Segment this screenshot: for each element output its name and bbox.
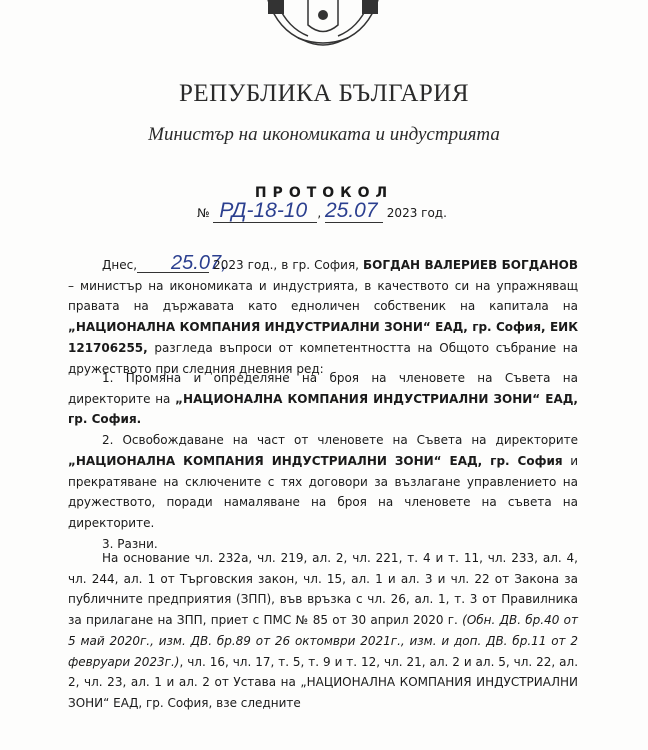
company-name: „НАЦИОНАЛНА КОМПАНИЯ ИНДУСТРИАЛНИ ЗОНИ“ ЕАД, гр. София, ЕИК 121706255, [68, 320, 578, 355]
country-title: РЕПУБЛИКА БЪЛГАРИЯ [178, 80, 470, 107]
protocol-number-line [197, 200, 447, 223]
protocol-date: 25.07 [325, 200, 383, 223]
company-name: „НАЦИОНАЛНА КОМПАНИЯ ИНДУСТРИАЛНИ ЗОНИ“ ЕАД, гр. София [68, 453, 563, 468]
legal-basis-paragraph [68, 548, 578, 714]
number-sign: № [197, 206, 210, 220]
intro-text: – министър на икономиката и индустрията, в качеството си на упражняващ правата на държавата като едноличен собственик на капитала на [68, 278, 578, 314]
agenda-item [68, 368, 578, 430]
protocol-number: РД-18-10 [213, 200, 317, 223]
agenda-text: и прекратяване на сключените с тях договори за възлагане управлението на дружеството, поради намаляване на броя на членовете на съвета на директорите. [68, 453, 578, 530]
number-separator: , [317, 206, 322, 220]
minister-name: БОГДАН ВАЛЕРИЕВ БОГДАНОВ [363, 258, 578, 272]
ministry-subtitle: Министър на икономиката и индустрията [148, 124, 500, 145]
intro-paragraph [68, 254, 578, 379]
coat-of-arms-icon [248, 0, 398, 48]
intro-lead: Днес, [102, 258, 138, 272]
agenda-item [68, 430, 578, 534]
agenda-text: 1. Промяна и определяне на броя на членовете на Съвета на директорите на [68, 371, 578, 406]
gazette-references: (Обн. ДВ. бр.40 от 5 май 2020г., изм. ДВ. бр.89 от 26 октомври 2021г., изм. и доп. ДВ. бр.11 от 2 февруари 2023г.) [68, 613, 578, 669]
intro-text: разгледа въпроси от компетентността на Общото събрание на дружеството при следния дневния ред: [68, 340, 578, 376]
company-name: „НАЦИОНАЛНА КОМПАНИЯ ИНДУСТРИАЛНИ ЗОНИ“ ЕАД, гр. София. [68, 391, 578, 427]
basis-text: , чл. 16, чл. 17, т. 5, т. 9 и т. 12, чл. 21, ал. 2 и ал. 5, чл. 22, ал. 2, чл. 23, ал. 1 и ал. 2 от Устава на „НАЦИОНАЛНА КОМПАНИЯ ИНДУСТРИАЛНИ ЗОНИ“ ЕАД, гр. София, взе следните [68, 654, 579, 710]
meeting-date: 25.07, [137, 254, 209, 273]
agenda-text: 2. Освобождаване на част от членовете на Съвета на директорите [102, 433, 578, 448]
basis-text: На основание чл. 232а, чл. 219, ал. 2, чл. 221, т. 4 и т. 11, чл. 233, ал. 4, чл. 244, ал. 1 от Търговския закон, чл. 15, ал. 1 и ал. 3 и чл. 22 от Закона за публичните предприятия (ЗПП), във връзка с чл. 26, ал. 1, т. 3 от Правилника за прилагане на ЗПП, приет с ПМС № 85 от 30 април 2020 г. [68, 551, 578, 628]
agenda-text: 3. Разни. [102, 536, 158, 551]
document-type-heading: ПРОТОКОЛ [254, 185, 394, 201]
protocol-year: 2023 год. [386, 206, 447, 220]
intro-text: 2023 год., в гр. София, [209, 258, 364, 272]
agenda-list [68, 368, 578, 554]
